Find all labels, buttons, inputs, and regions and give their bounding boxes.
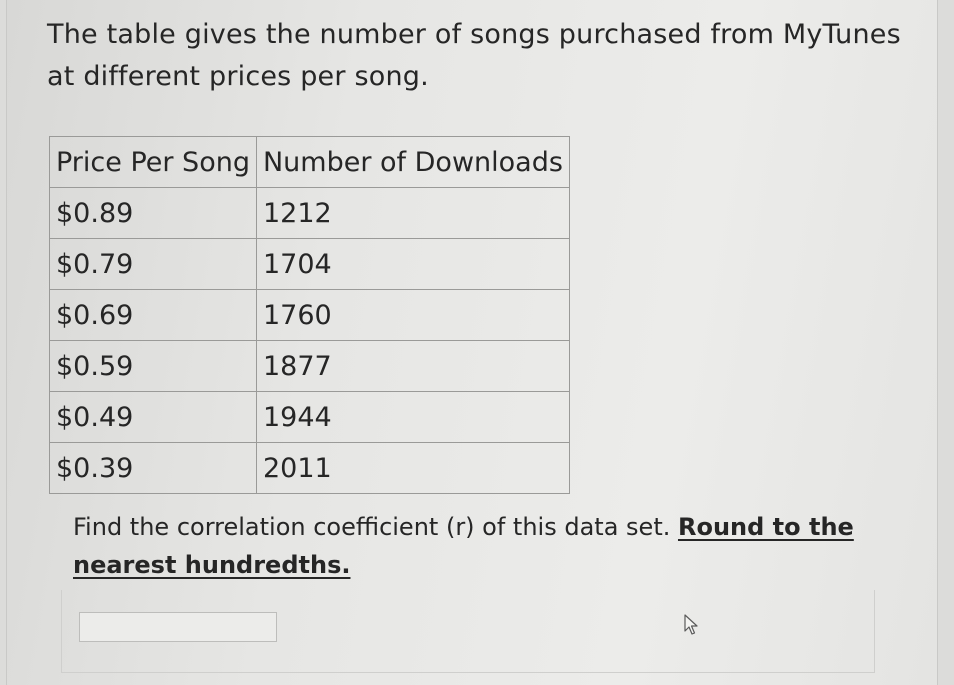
mouse-pointer-icon (683, 614, 699, 636)
downloads-cell: 1212 (256, 188, 569, 239)
question-prompt: The table gives the number of songs purchased from MyTunes at different prices per song. (47, 19, 901, 92)
column-header-downloads: Number of Downloads (256, 137, 569, 188)
price-cell: $0.69 (50, 290, 257, 341)
answer-input[interactable] (79, 612, 277, 642)
question-instruction (73, 508, 903, 584)
rounding-instruction: Round to the nearest hundredths. (73, 513, 854, 579)
question-card (6, 0, 938, 685)
price-cell: $0.39 (50, 443, 257, 494)
downloads-cell: 1877 (256, 341, 569, 392)
table-row (50, 290, 570, 341)
price-cell: $0.79 (50, 239, 257, 290)
price-cell: $0.59 (50, 341, 257, 392)
price-downloads-table (49, 136, 570, 494)
table-row (50, 341, 570, 392)
table-row (50, 188, 570, 239)
table-row (50, 392, 570, 443)
table-header-row (50, 137, 570, 188)
downloads-cell: 1704 (256, 239, 569, 290)
downloads-cell: 1944 (256, 392, 569, 443)
price-cell: $0.89 (50, 188, 257, 239)
downloads-cell: 1760 (256, 290, 569, 341)
question-text: Find the correlation coefficient (r) of this data set. (73, 513, 678, 541)
price-cell: $0.49 (50, 392, 257, 443)
downloads-cell: 2011 (256, 443, 569, 494)
column-header-price: Price Per Song (50, 137, 257, 188)
table-row (50, 239, 570, 290)
table-row (50, 443, 570, 494)
